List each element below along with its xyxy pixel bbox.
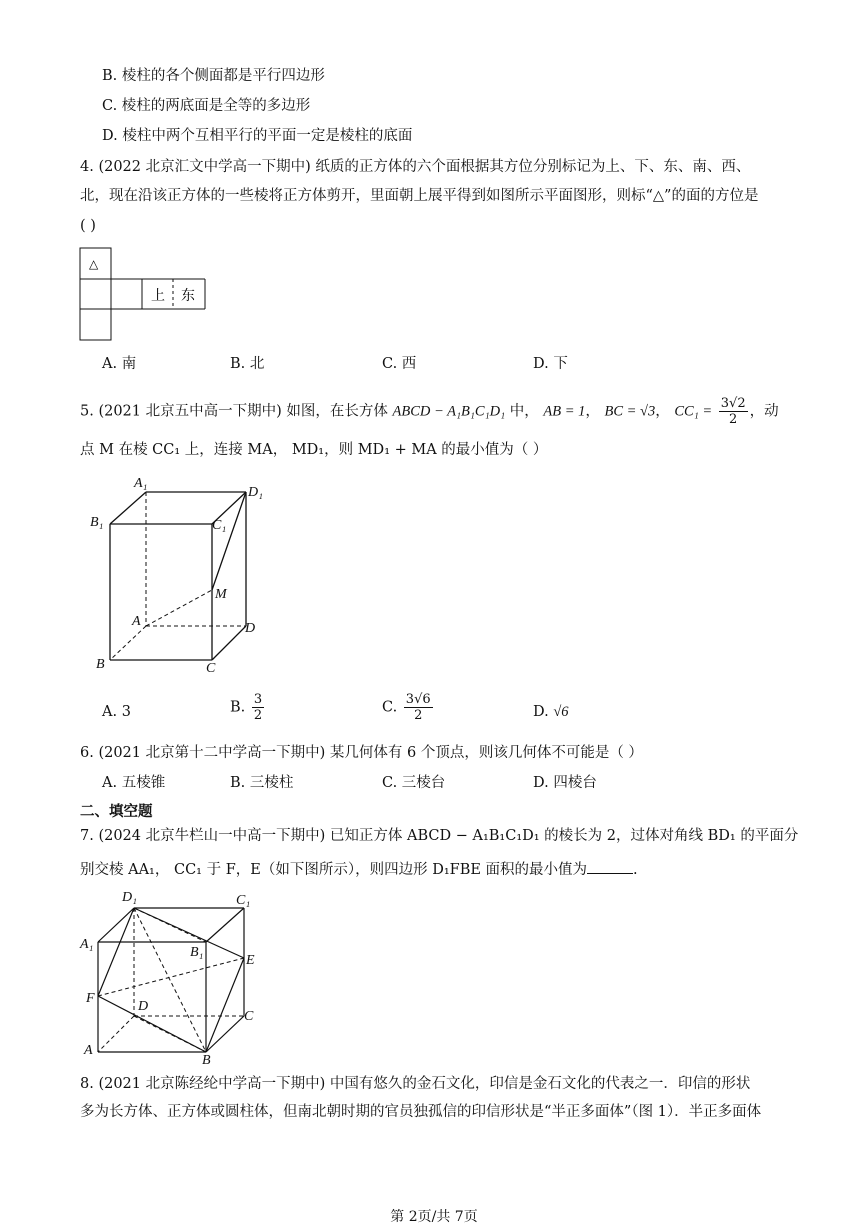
- q7-label-c1: C₁: [236, 893, 251, 908]
- q5-option-c-label: C.: [382, 699, 398, 716]
- q5-cc1-lhs: CC₁ =: [674, 403, 713, 420]
- q5-stem-line1: 5. (2021 北京五中高一下期中) 如图，在长方体 ABCD − A₁B₁C₁D₁ 中， AB = 1， BC = √3， CC₁ = $\frac{3√2}{2}$ ，动: [80, 396, 779, 427]
- q4-option-d: D. 下: [533, 356, 568, 372]
- q7-label-d: D: [138, 999, 149, 1014]
- net-triangle-label: △: [89, 257, 99, 271]
- q4-stem-line3: ( ): [80, 218, 96, 234]
- q5-option-d-value: √6: [553, 704, 569, 720]
- q5-stem-middle: 中，: [505, 403, 539, 420]
- q5-cuboid-figure: [88, 474, 278, 674]
- q7-label-b1: B₁: [190, 945, 204, 960]
- q7-label-a: A: [84, 1043, 93, 1058]
- q3-option-d: D. 棱柱中两个互相平行的平面一定是棱柱的底面: [102, 128, 413, 144]
- label-d1: D₁: [248, 485, 263, 500]
- label-c1: C₁: [212, 518, 227, 533]
- q6-stem: 6. (2021 北京第十二中学高一下期中) 某几何体有 6 个顶点，则该几何体不可能是（ ）: [80, 745, 643, 761]
- q6-option-a: A. 五棱锥: [102, 775, 166, 791]
- q8-stem-line2: 多为长方体、正方体或圆柱体，但南北朝时期的官员独孤信的印信形状是“半正多面体”（图 1）．半正多面体: [80, 1104, 762, 1120]
- q5-cc1-den: 2: [729, 412, 738, 427]
- q4-stem-line1: 4. (2022 北京汇文中学高一下期中) 纸质的正方体的六个面根据其方位分别标记为上、下、东、南、西、: [80, 159, 751, 175]
- q4-option-b: B. 北: [230, 356, 265, 372]
- q7-stem-line1: 7. (2024 北京牛栏山一中高一下期中) 已知正方体 ABCD − A₁B₁C₁D₁ 的棱长为 2，过体对角线 BD₁ 的平面分: [80, 828, 799, 844]
- q5-solid-name: ABCD − A₁B₁C₁D₁: [392, 403, 506, 420]
- label-c: C: [206, 661, 216, 674]
- q5-ab: AB = 1: [543, 403, 586, 420]
- q6-option-d: D. 四棱台: [533, 775, 597, 791]
- q7-stem-line2-end: .: [633, 862, 638, 878]
- label-m: M: [215, 587, 227, 602]
- q5-stem-prefix: 5. (2021 北京五中高一下期中) 如图，在长方体: [80, 403, 388, 420]
- q8-stem-line1: 8. (2021 北京陈经纶中学高一下期中) 中国有悠久的金石文化，印信是金石文化的代表之一．印信的形状: [80, 1076, 751, 1092]
- q7-label-e: E: [246, 953, 255, 968]
- q5-option-d-label: D.: [533, 704, 549, 720]
- q5-cc1-fraction: [719, 396, 748, 427]
- q4-option-a: A. 南: [102, 356, 137, 372]
- q7-answer-blank: [587, 859, 633, 874]
- q7-stem-line2: [80, 859, 638, 880]
- q7-cube-figure: [78, 884, 268, 1064]
- q7-label-a1: A₁: [80, 937, 94, 952]
- net-east-label: 东: [181, 289, 195, 304]
- q5-bc: BC = √3: [604, 403, 656, 420]
- q5-option-b-den: 2: [253, 708, 263, 723]
- label-b1: B₁: [90, 515, 104, 530]
- label-a1: A₁: [134, 476, 148, 491]
- q3-option-c: C. 棱柱的两底面是全等的多边形: [102, 98, 311, 114]
- label-d: D: [245, 621, 256, 636]
- q6-option-c: C. 三棱台: [382, 775, 446, 791]
- q7-label-c: C: [244, 1009, 254, 1024]
- q5-stem-end: ，动: [749, 403, 779, 420]
- page-footer: 第 2页/共 7页: [390, 1209, 478, 1225]
- q5-option-c: [382, 692, 435, 723]
- label-b: B: [96, 657, 105, 672]
- q5-option-b-fraction: [252, 692, 264, 723]
- q5-option-b: [230, 692, 266, 723]
- q6-option-b: B. 三棱柱: [230, 775, 294, 791]
- q5-option-a: A. 3: [102, 704, 131, 720]
- q5-option-b-num: 3: [253, 692, 263, 707]
- q5-stem-line2: 点 M 在棱 CC₁ 上，连接 MA， MD₁，则 MD₁ + MA 的最小值为（ ）: [80, 442, 548, 458]
- label-a: A: [132, 614, 141, 629]
- q5-option-b-label: B.: [230, 699, 246, 716]
- q5-option-c-den: 2: [414, 708, 423, 723]
- q4-stem-line2: 北，现在沿该正方体的一些棱将正方体剪开，里面朝上展平得到如图所示平面图形，则标“△”的面的方位是: [80, 188, 759, 204]
- q5-option-c-fraction: [404, 692, 433, 723]
- net-up-label: 上: [151, 289, 165, 304]
- q3-option-b: B. 棱柱的各个侧面都是平行四边形: [102, 68, 325, 84]
- q5-cc1-num: 3√2: [720, 396, 746, 411]
- section-fill-in-blank-heading: 二、填空题: [80, 803, 153, 820]
- q7-label-d1: D₁: [122, 890, 137, 905]
- q7-stem-line2-text: 别交棱 AA₁， CC₁ 于 F，E（如下图所示），则四边形 D₁FBE 面积的最小值为: [80, 862, 588, 878]
- q7-label-b: B: [202, 1053, 211, 1064]
- q4-cube-net-figure: [78, 246, 210, 342]
- q5-option-c-num: 3√6: [405, 692, 431, 707]
- q4-option-c: C. 西: [382, 356, 417, 372]
- q5-option-d: [533, 702, 569, 722]
- q7-label-f: F: [86, 991, 95, 1006]
